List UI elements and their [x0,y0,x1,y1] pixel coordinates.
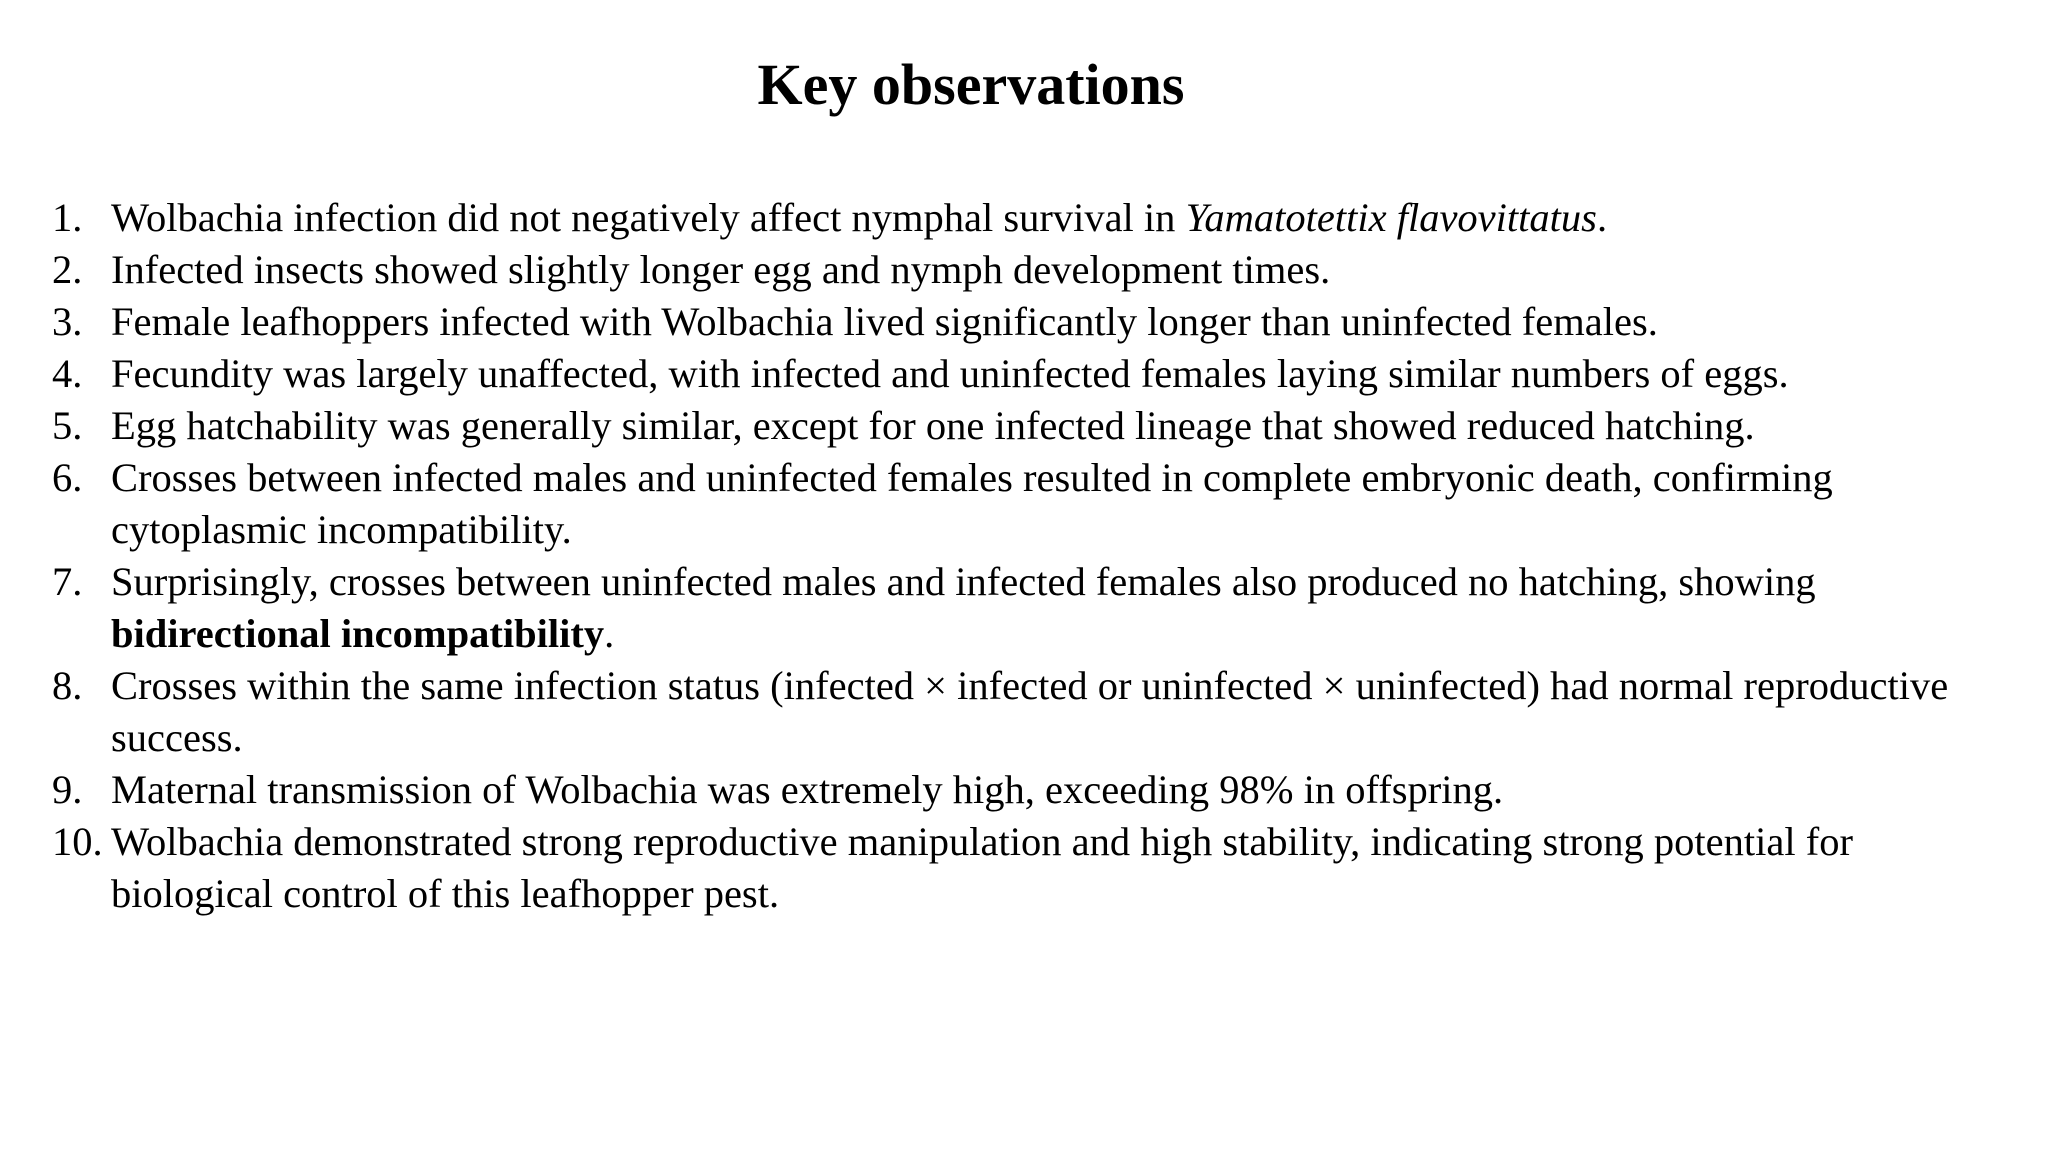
observation-number: 5. [52,403,83,448]
species-name: Yamatotettix flavovittatus [1185,195,1597,240]
observation-text: Crosses within the same infection status (infected × infected or uninfected × uninfected) had normal reproductive success. [111,663,1949,760]
observation-item [52,296,2012,348]
observation-item [52,244,2012,296]
observation-text: Surprisingly, crosses between uninfected males and infected females also produced no hatching, showing bidirectional incompatibility. [111,559,1816,656]
observation-number: 8. [52,663,83,708]
observation-number: 7. [52,559,83,604]
slide-title: Key observations [757,52,1185,117]
observation-item [52,348,2012,400]
observation-item [52,452,2012,556]
observation-number: 2. [52,247,83,292]
key-term: bidirectional incompatibility [111,611,605,656]
observation-number: 9. [52,767,83,812]
observation-text: Fecundity was largely unaffected, with infected and uninfected females laying similar numbers of eggs. [111,351,1789,396]
observation-item [52,556,2012,660]
observation-text: Wolbachia demonstrated strong reproductive manipulation and high stability, indicating strong potential for biological control of this leafhopper pest. [111,819,1853,916]
observation-text: Female leafhoppers infected with Wolbachia lived significantly longer than uninfected females. [111,299,1658,344]
observation-text: Wolbachia infection did not negatively affect nymphal survival in Yamatotettix flavovittatus. [111,195,1608,240]
observation-text: Infected insects showed slightly longer egg and nymph development times. [111,247,1331,292]
observation-number: 4. [52,351,83,396]
observation-item [52,660,2012,764]
observation-number: 1. [52,195,83,240]
observation-item [52,764,2012,816]
observation-number: 10. [52,819,103,864]
observations-list [52,192,2012,920]
observation-number: 6. [52,455,83,500]
observation-text: Maternal transmission of Wolbachia was extremely high, exceeding 98% in offspring. [111,767,1504,812]
observation-text: Crosses between infected males and uninfected females resulted in complete embryonic death, confirming cytoplasmic incompatibility. [111,455,1833,552]
observation-number: 3. [52,299,83,344]
observation-item [52,816,2012,920]
observation-text: Egg hatchability was generally similar, except for one infected lineage that showed reduced hatching. [111,403,1755,448]
observation-item [52,192,2012,244]
observation-item [52,400,2012,452]
